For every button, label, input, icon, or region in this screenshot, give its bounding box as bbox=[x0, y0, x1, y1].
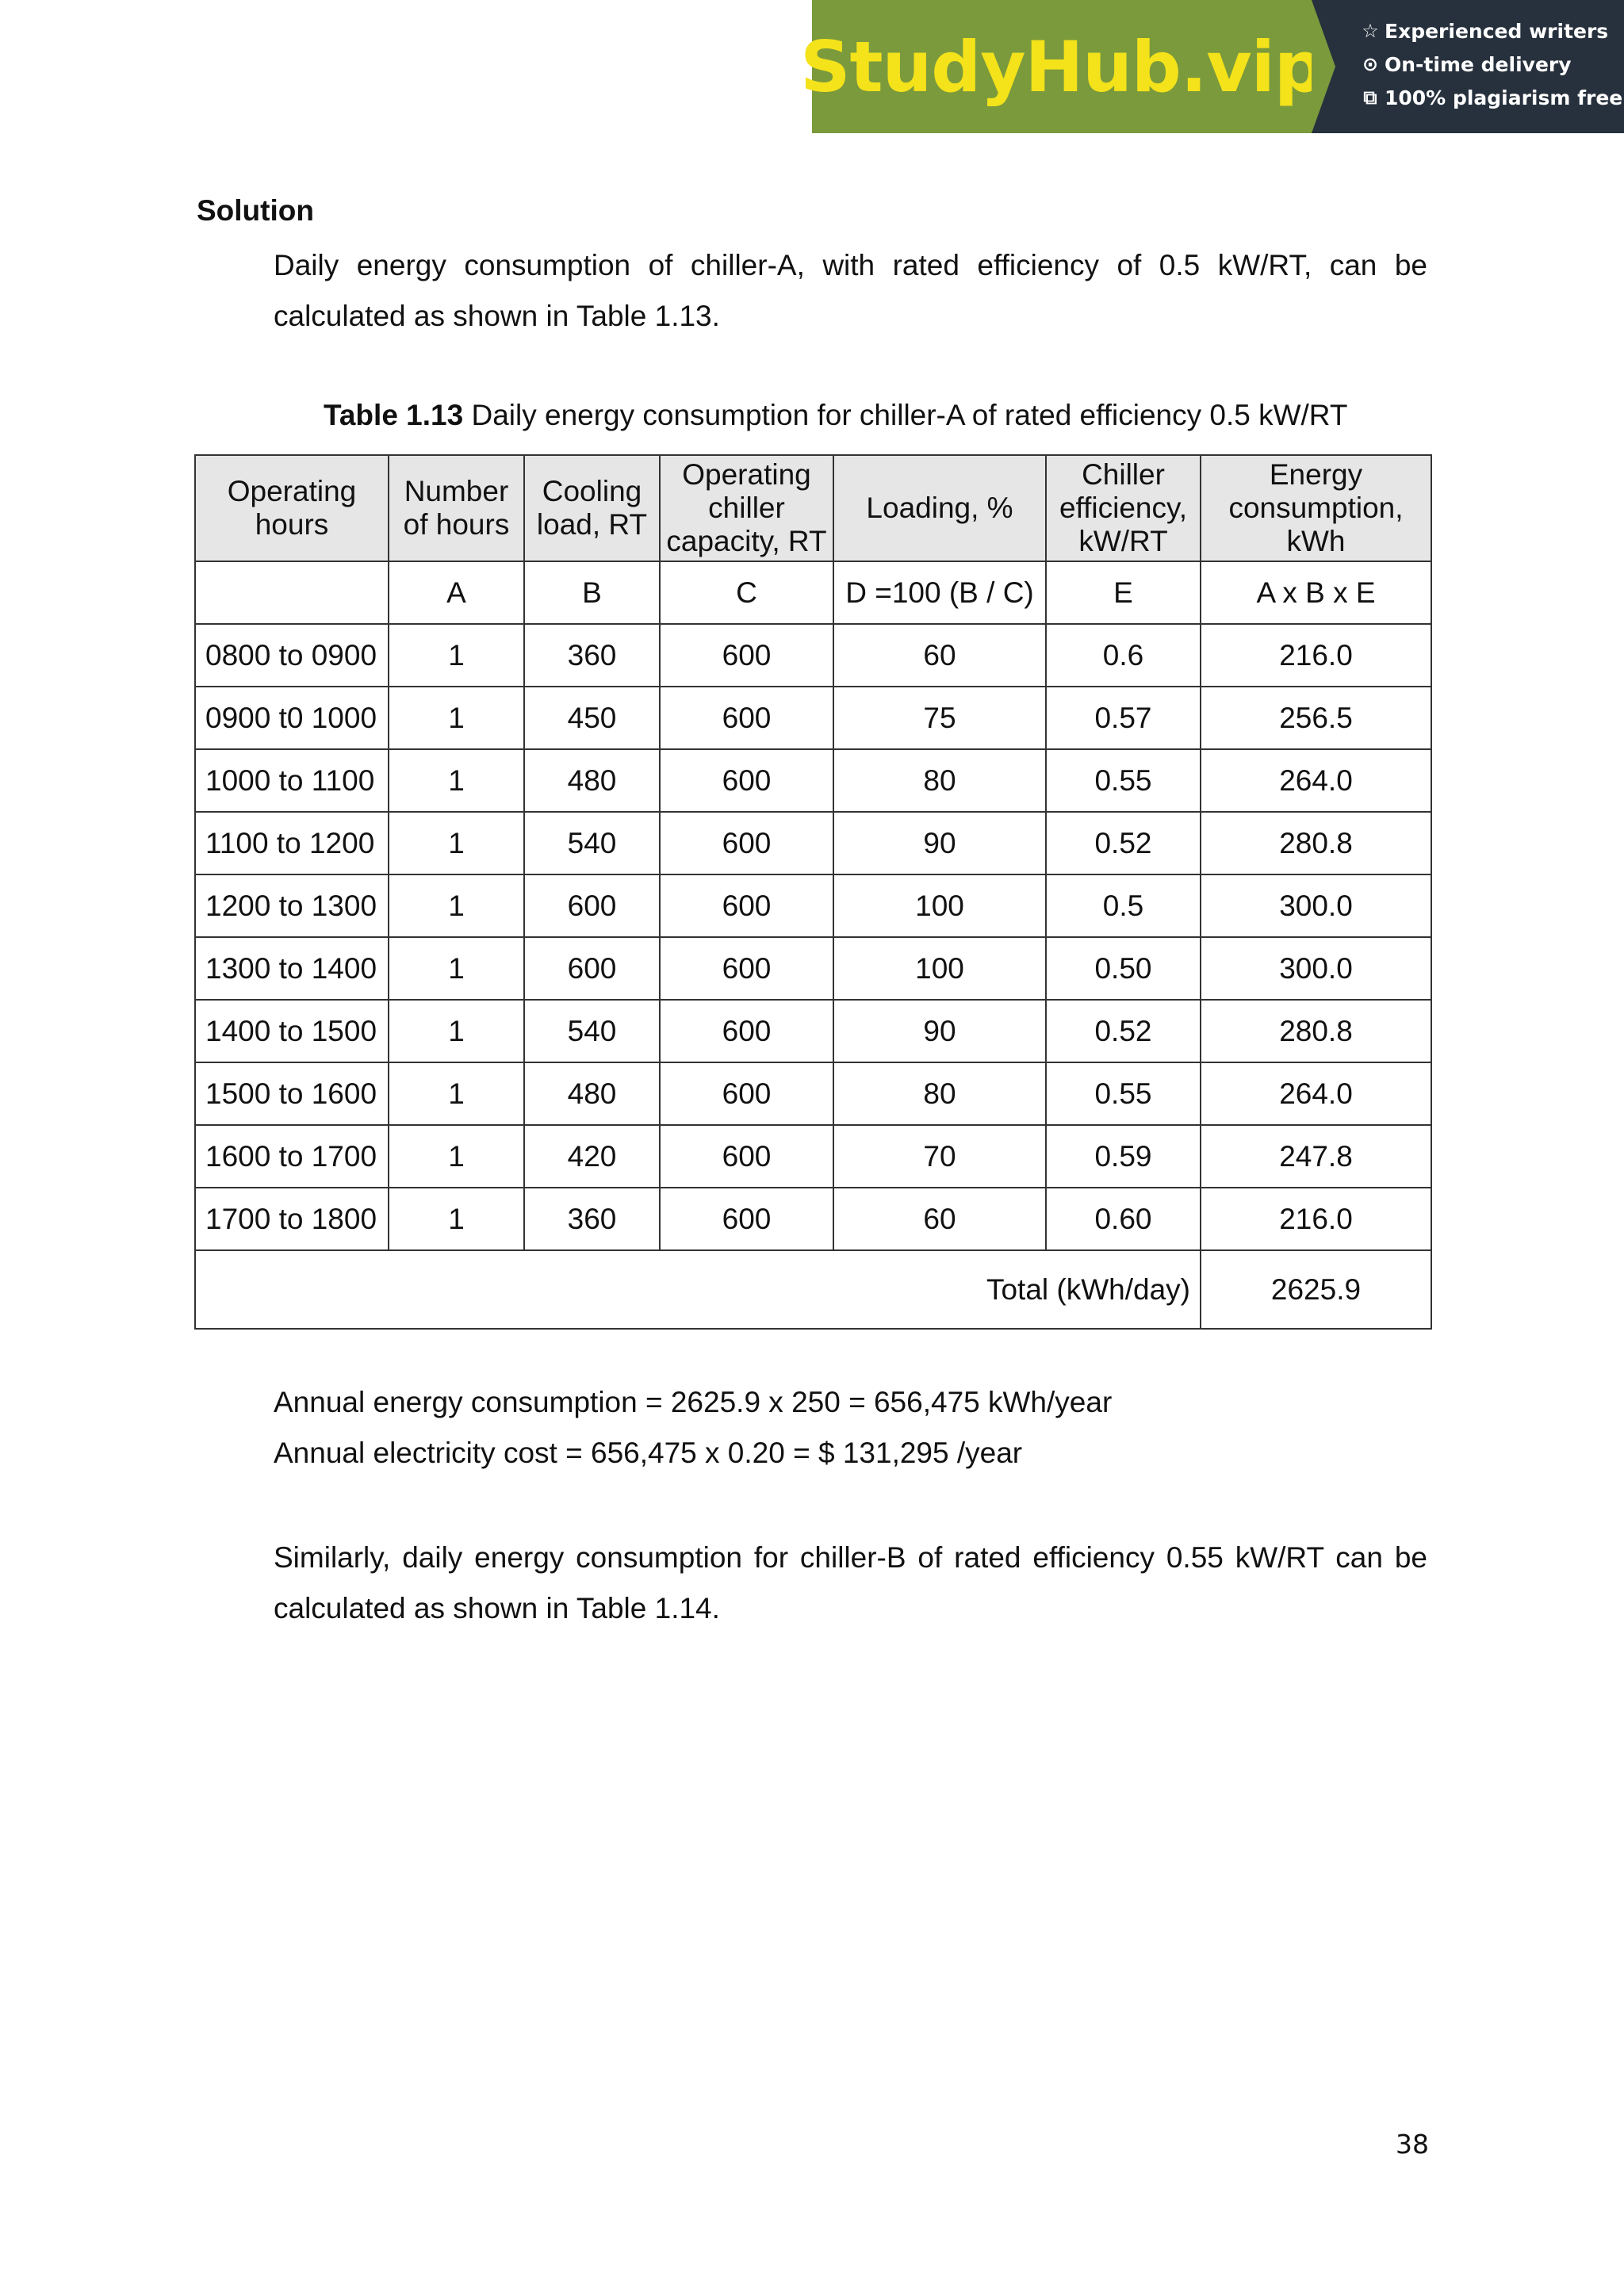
table-cell: 1100 to 1200 bbox=[195, 812, 389, 874]
table-cell: 1 bbox=[389, 749, 524, 812]
table-cell: 75 bbox=[833, 687, 1046, 749]
table-row bbox=[195, 1125, 1431, 1188]
feature-label: On-time delivery bbox=[1385, 52, 1572, 76]
table-cell: 1600 to 1700 bbox=[195, 1125, 389, 1188]
table-cell: 450 bbox=[524, 687, 660, 749]
copy-icon: ⧉ bbox=[1363, 86, 1377, 109]
table-cell: 600 bbox=[660, 687, 833, 749]
table-cell: 80 bbox=[833, 1062, 1046, 1125]
logo-text: StudyHub.vip bbox=[800, 25, 1323, 108]
table-cell: 0.60 bbox=[1046, 1188, 1201, 1250]
table-cell: 600 bbox=[660, 624, 833, 687]
feature-plagiarism-free bbox=[1361, 84, 1624, 111]
table-row bbox=[195, 749, 1431, 812]
table-total-row bbox=[195, 1250, 1431, 1329]
intro-line-2: calculated as shown in Table 1.13. bbox=[274, 300, 720, 332]
table-cell: 264.0 bbox=[1201, 749, 1431, 812]
header-line: Operating bbox=[682, 458, 811, 491]
table-cell: 600 bbox=[660, 1188, 833, 1250]
table-cell: 1 bbox=[389, 874, 524, 937]
page-number: 38 bbox=[1396, 2129, 1429, 2160]
symbol-cell: B bbox=[524, 561, 660, 624]
table-cell: 1 bbox=[389, 1188, 524, 1250]
solution-heading: Solution bbox=[197, 194, 314, 227]
header-line: Chiller bbox=[1082, 458, 1165, 491]
table-row bbox=[195, 687, 1431, 749]
table-cell: 360 bbox=[524, 1188, 660, 1250]
intro-line-1: Daily energy consumption of chiller-A, with rated efficiency of 0.5 kW/RT, can be bbox=[274, 249, 1427, 281]
feature-on-time-delivery bbox=[1361, 51, 1624, 78]
table-cell: 600 bbox=[660, 1000, 833, 1062]
header-line: efficiency, bbox=[1059, 492, 1188, 524]
total-value: 2625.9 bbox=[1201, 1250, 1431, 1329]
table-row bbox=[195, 1188, 1431, 1250]
table-cell: 1000 to 1100 bbox=[195, 749, 389, 812]
banner-features bbox=[1312, 0, 1624, 133]
table-cell: 0800 to 0900 bbox=[195, 624, 389, 687]
header-line: consumption, bbox=[1228, 492, 1404, 524]
table-cell: 1 bbox=[389, 624, 524, 687]
symbol-cell: C bbox=[660, 561, 833, 624]
table-caption bbox=[324, 399, 1347, 432]
table-cell: 480 bbox=[524, 1062, 660, 1125]
table-cell: 600 bbox=[524, 874, 660, 937]
table-symbol-row bbox=[195, 561, 1431, 624]
studyhub-banner[interactable] bbox=[800, 0, 1624, 133]
table-cell: 300.0 bbox=[1201, 937, 1431, 1000]
table-cell: 1 bbox=[389, 1000, 524, 1062]
table-cell: 0.6 bbox=[1046, 624, 1201, 687]
table-cell: 60 bbox=[833, 624, 1046, 687]
table-header-row bbox=[195, 455, 1431, 561]
table-cell: 1700 to 1800 bbox=[195, 1188, 389, 1250]
feature-label: 100% plagiarism free bbox=[1385, 86, 1623, 109]
table-cell: 280.8 bbox=[1201, 812, 1431, 874]
table-cell: 0.52 bbox=[1046, 1000, 1201, 1062]
header-line: Energy bbox=[1269, 458, 1363, 491]
table-cell: 1 bbox=[389, 937, 524, 1000]
annual-energy-line: Annual energy consumption = 2625.9 x 250 = 656,475 kWh/year bbox=[274, 1386, 1113, 1418]
feature-label: Experienced writers bbox=[1385, 19, 1609, 43]
followup-line-2: calculated as shown in Table 1.14. bbox=[274, 1592, 720, 1624]
header-cell bbox=[833, 455, 1046, 561]
table-cell: 280.8 bbox=[1201, 1000, 1431, 1062]
table-cell: 100 bbox=[833, 874, 1046, 937]
annual-results bbox=[274, 1377, 1427, 1479]
studyhub-logo[interactable] bbox=[800, 0, 1323, 133]
header-line: Loading, % bbox=[866, 492, 1013, 524]
table-cell: 1300 to 1400 bbox=[195, 937, 389, 1000]
chiller-b-intro bbox=[274, 1533, 1427, 1634]
header-line: hours bbox=[255, 508, 329, 541]
table-cell: 1200 to 1300 bbox=[195, 874, 389, 937]
table-cell: 1 bbox=[389, 1125, 524, 1188]
table-cell: 0.59 bbox=[1046, 1125, 1201, 1188]
table-cell: 600 bbox=[660, 874, 833, 937]
table-cell: 600 bbox=[660, 749, 833, 812]
table-cell: 0.50 bbox=[1046, 937, 1201, 1000]
header-line: Cooling bbox=[542, 475, 642, 507]
table-cell: 540 bbox=[524, 1000, 660, 1062]
header-cell bbox=[195, 455, 389, 561]
table-cell: 540 bbox=[524, 812, 660, 874]
symbol-cell: A x B x E bbox=[1201, 561, 1431, 624]
header-cell bbox=[389, 455, 524, 561]
table-cell: 1400 to 1500 bbox=[195, 1000, 389, 1062]
header-cell bbox=[524, 455, 660, 561]
solution-intro bbox=[274, 240, 1427, 342]
table-row bbox=[195, 1062, 1431, 1125]
annual-cost-line: Annual electricity cost = 656,475 x 0.20 = $ 131,295 /year bbox=[274, 1437, 1023, 1469]
symbol-cell: A bbox=[389, 561, 524, 624]
table-cell: 70 bbox=[833, 1125, 1046, 1188]
energy-table bbox=[194, 454, 1432, 1330]
table-cell: 1 bbox=[389, 687, 524, 749]
table-cell: 100 bbox=[833, 937, 1046, 1000]
header-line: of hours bbox=[403, 508, 510, 541]
table-cell: 80 bbox=[833, 749, 1046, 812]
table-row bbox=[195, 1000, 1431, 1062]
table-cell: 420 bbox=[524, 1125, 660, 1188]
clock-icon: ⊙ bbox=[1362, 53, 1379, 75]
header-line: chiller bbox=[708, 492, 785, 524]
table-cell: 600 bbox=[660, 1125, 833, 1188]
table-cell: 1 bbox=[389, 812, 524, 874]
table-row bbox=[195, 624, 1431, 687]
table-cell: 0.5 bbox=[1046, 874, 1201, 937]
table-cell: 0.52 bbox=[1046, 812, 1201, 874]
table-cell: 0.55 bbox=[1046, 749, 1201, 812]
table-cell: 600 bbox=[660, 937, 833, 1000]
table-cell: 256.5 bbox=[1201, 687, 1431, 749]
table-cell: 1500 to 1600 bbox=[195, 1062, 389, 1125]
table-cell: 360 bbox=[524, 624, 660, 687]
table-cell: 247.8 bbox=[1201, 1125, 1431, 1188]
symbol-cell: E bbox=[1046, 561, 1201, 624]
table-row bbox=[195, 874, 1431, 937]
table-cell: 90 bbox=[833, 812, 1046, 874]
star-icon: ☆ bbox=[1362, 20, 1379, 42]
header-line: kW/RT bbox=[1078, 525, 1168, 557]
table-cell: 90 bbox=[833, 1000, 1046, 1062]
header-line: Number bbox=[404, 475, 509, 507]
table-cell: 0.55 bbox=[1046, 1062, 1201, 1125]
table-cell: 300.0 bbox=[1201, 874, 1431, 937]
table-cell: 480 bbox=[524, 749, 660, 812]
feature-experienced-writers bbox=[1361, 17, 1624, 44]
table-row bbox=[195, 937, 1431, 1000]
table-cell: 600 bbox=[660, 812, 833, 874]
table-cell: 60 bbox=[833, 1188, 1046, 1250]
table-caption-text: Daily energy consumption for chiller-A of rated efficiency 0.5 kW/RT bbox=[463, 399, 1348, 431]
header-cell bbox=[660, 455, 833, 561]
table-cell: 1 bbox=[389, 1062, 524, 1125]
symbol-cell: D =100 (B / C) bbox=[833, 561, 1046, 624]
table-cell: 216.0 bbox=[1201, 1188, 1431, 1250]
total-label: Total (kWh/day) bbox=[195, 1250, 1201, 1329]
header-line: kWh bbox=[1286, 525, 1346, 557]
table-cell: 264.0 bbox=[1201, 1062, 1431, 1125]
table-cell: 600 bbox=[524, 937, 660, 1000]
table-cell: 0.57 bbox=[1046, 687, 1201, 749]
symbol-cell bbox=[195, 561, 389, 624]
header-cell bbox=[1046, 455, 1201, 561]
header-line: load, RT bbox=[536, 508, 648, 541]
table-row bbox=[195, 812, 1431, 874]
table-cell: 0900 t0 1000 bbox=[195, 687, 389, 749]
table-cell: 600 bbox=[660, 1062, 833, 1125]
header-line: capacity, RT bbox=[666, 525, 827, 557]
table-caption-number: Table 1.13 bbox=[324, 399, 464, 431]
followup-line-1: Similarly, daily energy consumption for chiller-B of rated efficiency 0.55 kW/RT can be bbox=[274, 1541, 1427, 1574]
header-cell bbox=[1201, 455, 1431, 561]
table-cell: 216.0 bbox=[1201, 624, 1431, 687]
header-line: Operating bbox=[227, 475, 357, 507]
